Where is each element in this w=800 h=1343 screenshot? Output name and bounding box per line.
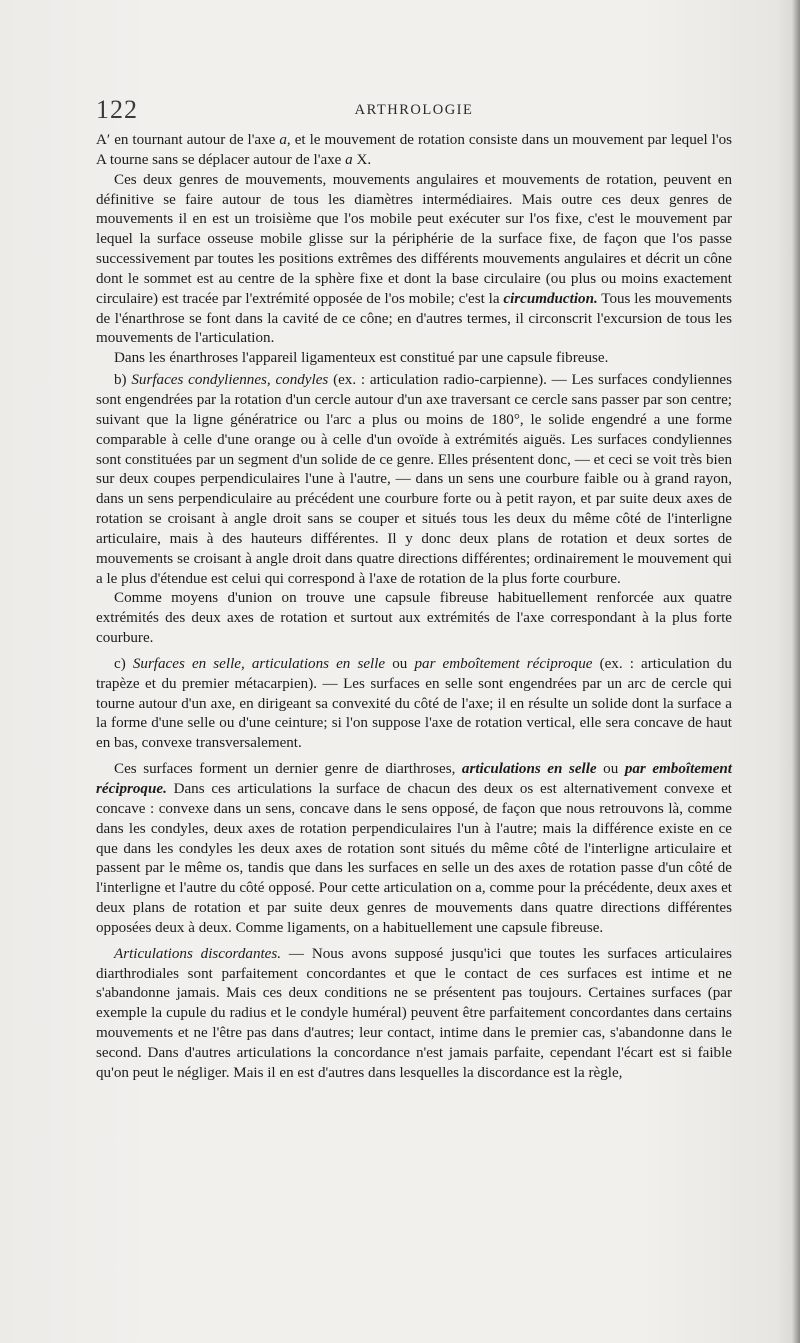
section-marker: c) — [114, 655, 133, 672]
paragraph-enarthrose-ligaments — [96, 349, 732, 369]
term-articulations-discordantes: Articulations discordantes. — [114, 945, 282, 962]
term-par-emboitement: par emboîtement réciproque. — [96, 761, 732, 797]
running-head: ARTHROLOGIE — [354, 102, 474, 118]
paragraph-text: Comme moyens d'union on trouve une capsule fibreuse habituellement renforcée aux quatre extrémités des deux axes de rotation et surtout aux extrémités de l'axe correspondant à la plus forte courbure. — [96, 590, 732, 647]
paragraph-text: (ex. : articulation radio-carpienne). — Les surfaces condyliennes sont engendrées par la rotation d'un cercle autour d'un axe traversant ce cercle sans passer par son centre; suivant que la ligne génératrice ou l'arc a plus ou moins de 180°, le solide engendré a une forme comparable à celle d'une orange ou à celle d'un ovoïde à extrémités aiguës. Les surfaces condyliennes sont constituées par un segment d'un solide de ce genre. Elles présentent donc, — et ceci se voit très bien sur deux coupes perpendiculaires l'une à l'autre, — dans un sens une courbure faible ou à grand rayon, dans un sens perpendiculaire au précédent une courbure forte ou à petit rayon, et par suite deux axes de rotation se croisant à angle droit sans se couper et situés tous les deux du même côté de l'interligne articulaire, mais à des hauteurs différentes. Il y donc deux plans de rotation et deux sortes de mouvements se croisant à angle droit dans quatre directions différentes; ordinairement le mouvement qui a le plus d'étendue est celui qui correspond à l'axe de rotation de la plus forte courbure. — [96, 372, 732, 587]
paragraph-condyles — [96, 371, 732, 589]
page-header — [96, 95, 732, 125]
page-number: 122 — [96, 95, 138, 124]
paragraph-circumduction — [96, 171, 732, 350]
paragraph-text: Ces surfaces forment un dernier genre de diarthroses, — [114, 761, 462, 778]
paragraph-text: Tous les mouvements de l'énarthrose se font dans la cavité de ce cône; en d'autres termes, il circonscrit l'excursion de tous les mouvements de l'articulation. — [96, 290, 732, 347]
paragraph-text: Dans les énarthroses l'appareil ligamenteux est constitué par une capsule fibreuse. — [114, 350, 609, 367]
axis-symbol: a — [279, 132, 287, 148]
paragraph-selle — [96, 655, 732, 754]
paragraph-text: (ex. : articulation du trapèze et du premier métacarpien). — Les surfaces en selle sont engendrées par un arc de cercle qui tourne autour d'un axe, en dirigeant sa convexité du côté de l'axe; il en résulte un solide dont la surface a la forme d'une selle ou d'une ceinture; si l'on suppose l'axe de rotation vertical, elle sera concave de haut en bas, convexe transversalement. — [96, 655, 732, 752]
paragraph-text: A′ en tournant autour de l'axe — [96, 132, 280, 148]
page-edge-shadow — [792, 0, 800, 1343]
term-surfaces-en-selle: Surfaces en selle, articulations en selle — [132, 655, 386, 672]
paragraph-text: Ces deux genres de mouvements, mouvements angulaires et mouvements de rotation, peuvent en définitive se faire autour de tous les diamètres intermédiaires. Mais outre ces deux genres de mouvements il en est un troisième que l'os mobile peut exécuter sur l'os fixe, c'est le mouvement par lequel la surface osseuse mobile glisse sur la périphérie de la surface fixe, de façon que l'os passe successivement par toutes les positions extrêmes des différents mouvements angulaires et décrit un cône dont le sommet est au centre de la sphère fixe et dont la base circulaire (ou plus ou moins exactement circulaire) est tracée par l'extrémité opposée de l'os mobile; c'est la — [96, 171, 732, 307]
paragraph-text: ou — [596, 761, 625, 778]
paragraph-selle-genre — [96, 760, 732, 939]
paragraph-discordantes — [96, 945, 732, 1084]
paragraph-rotation — [96, 131, 732, 171]
paragraph-text: Dans ces articulations la surface de chacun des deux os est alternativement convexe et concave : convexe dans un sens, concave dans le sens opposé, de façon que nous retrouvons là, comme dans les condyles, deux axes de rotation perpendiculaires l'un à l'autre; mais la différence existe en ce que dans les condyles les deux axes de rotation sont situés du même côté de l'interligne articulaire et passent par le même os, tandis que dans les surfaces en selle un des axes de rotation passe d'un côté de l'interligne et l'autre du côté opposé. Pour cette articulation on a, comme pour la précédente, deux axes et deux plans de rotation et par suite deux genres de mouvements dans quatre directions différentes opposées deux à deux. Comme ligaments, on a habituellement une capsule fibreuse. — [96, 781, 732, 936]
term-emboitement-reciproque: par emboîtement réciproque — [414, 655, 593, 672]
paragraph-text: ou — [385, 655, 415, 672]
paragraph-text: , et le mouvement de rotation consiste dans un mouvement par lequel l'os A tourne sans se déplacer autour de l'axe — [96, 132, 732, 168]
paragraph-text: X. — [352, 151, 372, 168]
term-surfaces-condyliennes: Surfaces condyliennes, condyles — [131, 372, 329, 389]
page-body — [96, 131, 732, 1084]
term-articulations-en-selle: articulations en selle — [461, 761, 597, 778]
paragraph-condyles-union — [96, 589, 732, 649]
section-marker: b) — [114, 372, 132, 389]
term-circumduction: circumduction. — [503, 290, 598, 307]
paragraph-text: — Nous avons supposé jusqu'ici que toutes les surfaces articulaires diarthrodiales sont parfaitement concordantes et que le contact de ces surfaces est intime et ne s'abandonne jamais. Mais ces deux conditions ne se présentent pas toujours. Certaines surfaces (par exemple la cupule du radius et le condyle huméral) peuvent être parfaitement concordantes dans certains mouvements et ne l'être pas dans d'autres; leur contact, intime dans le premier cas, s'abandonne dans le second. Dans d'autres articulations la concordance n'est jamais parfaite, cependant l'écart est si faible qu'on peut le négliger. Mais il en est d'autres dans lesquelles la discordance est la règle, — [96, 945, 732, 1081]
axis-symbol: a — [345, 151, 353, 168]
